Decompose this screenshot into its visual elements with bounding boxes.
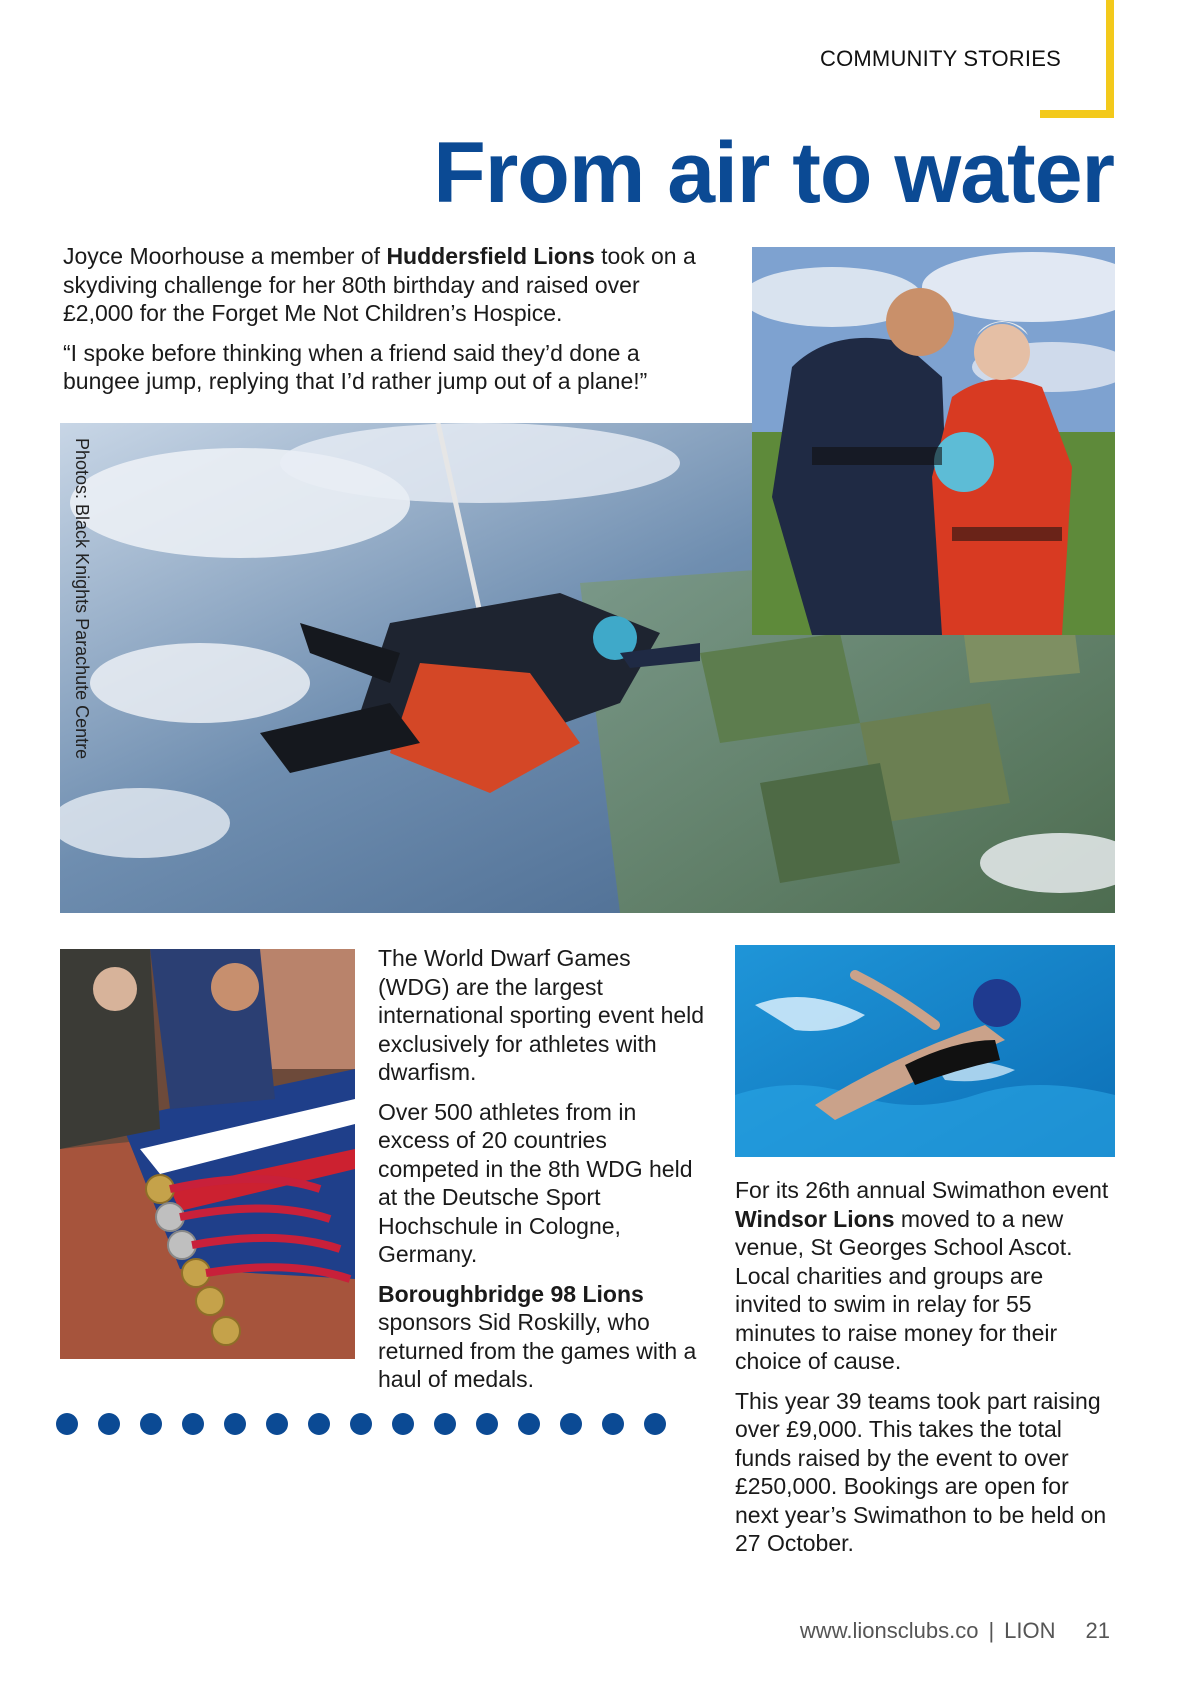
wdg-paragraph-3-text: sponsors Sid Roskilly, who returned from the games with a haul of medals. — [378, 1309, 697, 1392]
club-name-windsor: Windsor Lions — [735, 1205, 895, 1232]
wdg-paragraph-1: The World Dwarf Games (WDG) are the largest international sporting event held exclusively for athletes with dwarfism. — [378, 945, 705, 1085]
page-footer — [800, 1618, 1110, 1644]
swim-text-pre: For its 26th annual Swimathon event — [735, 1177, 1109, 1203]
club-name-boroughbridge: Boroughbridge 98 Lions — [378, 1280, 644, 1307]
dot — [644, 1413, 666, 1435]
wdg-paragraph-3 — [378, 1280, 708, 1394]
intro-text — [63, 242, 703, 407]
intro-text-pre: Joyce Moorhouse a member of — [63, 243, 387, 269]
corner-bracket-vertical — [1106, 0, 1114, 118]
dot — [182, 1413, 204, 1435]
wdg-paragraph-2: Over 500 athletes from in excess of 20 countries competed in the 8th WDG held at the Deutsche Sport Hochschule in Cologne, Germany. — [378, 1098, 693, 1267]
dot — [266, 1413, 288, 1435]
dot — [518, 1413, 540, 1435]
photo-credit: Photos: Black Knights Parachute Centre — [72, 438, 92, 760]
swimmer-photo — [735, 945, 1115, 1157]
dot — [98, 1413, 120, 1435]
footer-website: www.lionsclubs.co — [799, 1618, 979, 1643]
dot — [392, 1413, 414, 1435]
dot — [476, 1413, 498, 1435]
dot — [350, 1413, 372, 1435]
medals-photo — [60, 949, 355, 1359]
intro-quote: “I spoke before thinking when a friend said they’d done a bungee jump, replying that I’d rather jump out of a plane!” — [63, 339, 648, 394]
intro-paragraph — [63, 242, 703, 328]
dot — [560, 1413, 582, 1435]
dot — [140, 1413, 162, 1435]
dot — [224, 1413, 246, 1435]
dot — [602, 1413, 624, 1435]
wdg-story — [378, 944, 708, 1405]
footer-magazine: LION — [1004, 1618, 1056, 1643]
decorative-dot-row — [56, 1413, 666, 1435]
club-name-huddersfield: Huddersfield Lions — [386, 243, 595, 269]
intro-text-post: took on a skydiving challenge for her 80th birthday and raised over £2,000 for the Forget Me Not Children’s Hospice. — [63, 243, 696, 326]
swimathon-story — [735, 1176, 1115, 1569]
page-title: From air to water — [433, 125, 1114, 221]
corner-bracket-horizontal — [1040, 110, 1114, 118]
skydiver-portrait-photo — [752, 247, 1115, 635]
page-number: 21 — [1085, 1618, 1110, 1643]
dot — [308, 1413, 330, 1435]
swim-paragraph-1 — [735, 1176, 1115, 1376]
dot — [56, 1413, 78, 1435]
swim-text-post: moved to a new venue, St Georges School Ascot. Local charities and groups are invited to swim in relay for 55 minutes to raise money for their choice of cause. — [735, 1205, 1073, 1374]
swim-paragraph-2: This year 39 teams took part raising over £9,000. This takes the total funds raised by the event to over £250,000. Bookings are open for next year’s Swimathon to be held on 27 October. — [735, 1387, 1107, 1556]
section-label: COMMUNITY STORIES — [820, 46, 1061, 71]
footer-separator: | — [988, 1618, 995, 1643]
dot — [434, 1413, 456, 1435]
